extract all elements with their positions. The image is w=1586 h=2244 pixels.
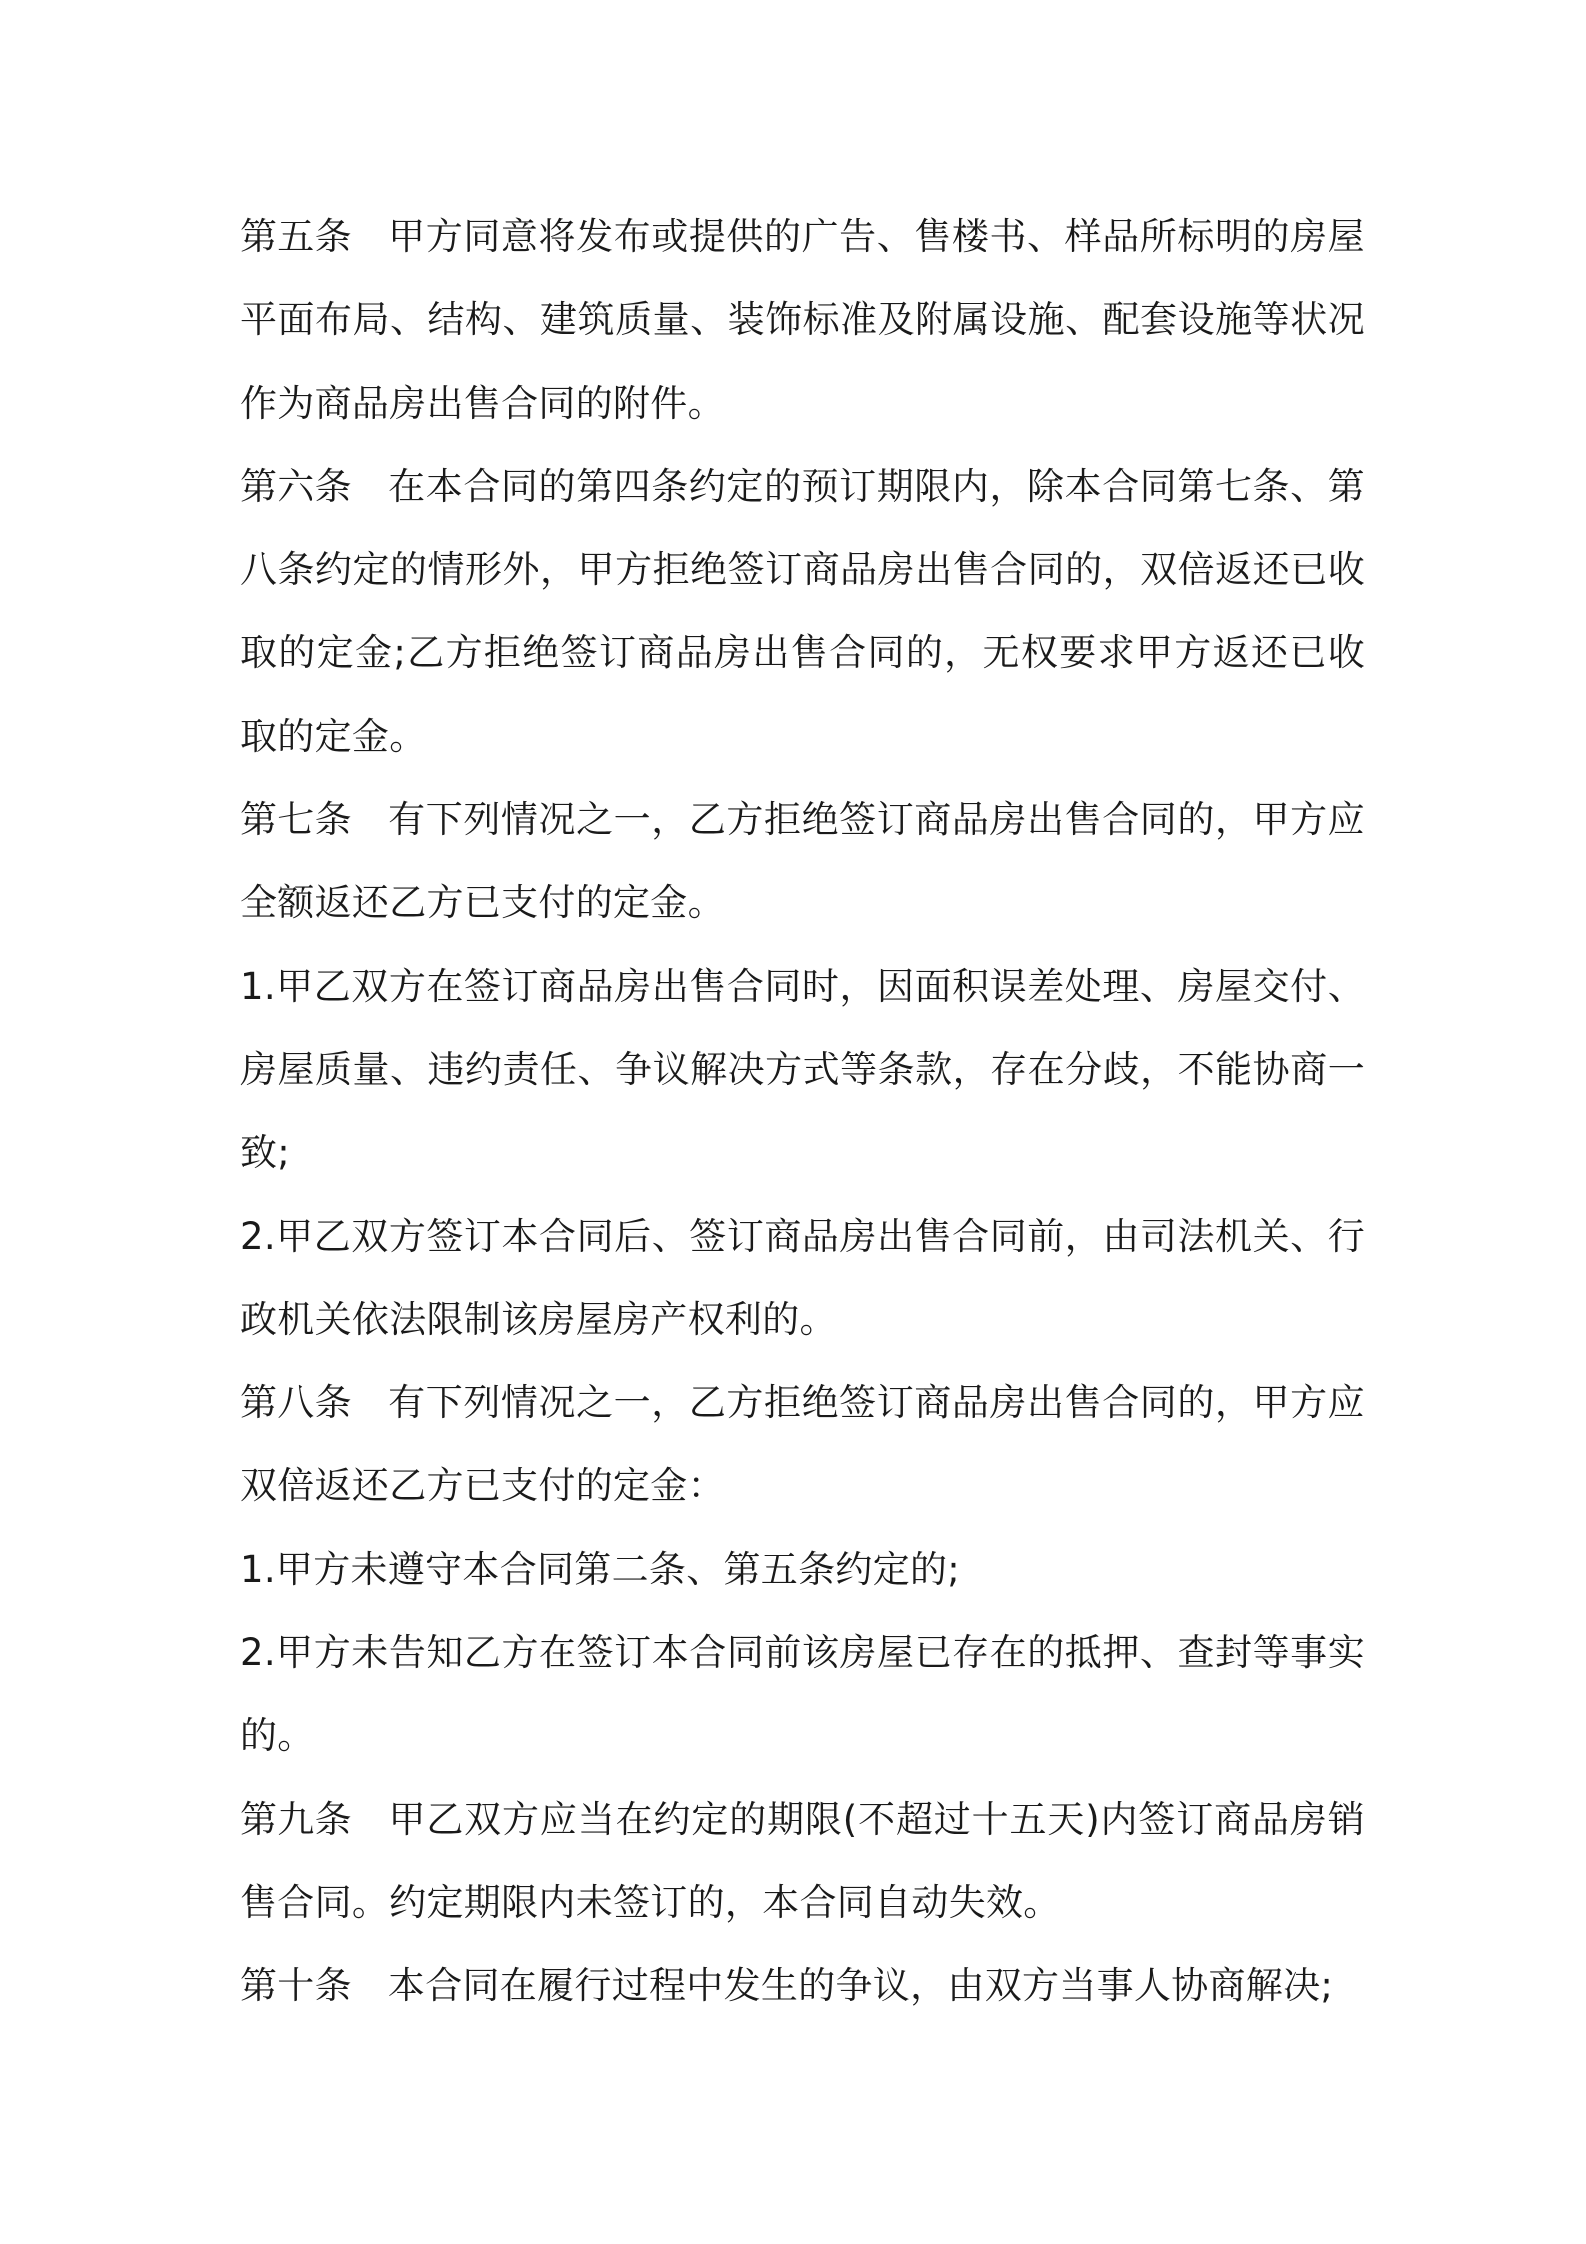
clause-7-item-2: [240, 1195, 1365, 1362]
clause-text: 有下列情况之一，乙方拒绝签订商品房出售合同的，甲方应全额返还乙方已支付的定金。: [240, 798, 1365, 925]
clause-number: 第五条: [240, 215, 352, 258]
clause-text: 本合同在履行过程中发生的争议，由双方当事人协商解决;: [387, 1964, 1334, 2008]
clause-number: 第十条: [240, 1964, 352, 2008]
clause-text: 在本合同的第四条约定的预订期限内，除本合同第七条、第八条约定的情形外，甲方拒绝签订商品房出售合同的，双倍返还已收取的定金;乙方拒绝签订商品房出售合同的，无权要求甲方返还已收取的定金。: [240, 464, 1365, 758]
clause-8: [240, 1361, 1365, 1528]
clause-text: 1.甲方未遵守本合同第二条、第五条约定的;: [240, 1547, 961, 1591]
clause-number: 第八条: [240, 1381, 352, 1425]
clause-number: 第六条: [240, 464, 352, 508]
contract-body: [240, 195, 1365, 2028]
clause-text: 2.甲乙双方签订本合同后、签订商品房出售合同前，由司法机关、行政机关依法限制该房屋房产权利的。: [240, 1214, 1365, 1341]
clause-text: 1.甲乙双方在签订商品房出售合同时，因面积误差处理、房屋交付、房屋质量、违约责任、争议解决方式等条款，存在分歧，不能协商一致;: [240, 964, 1365, 1175]
clause-5: [240, 195, 1365, 445]
clause-text: 2.甲方未告知乙方在签订本合同前该房屋已存在的抵押、查封等事实的。: [240, 1631, 1365, 1758]
clause-7-item-1: [240, 945, 1365, 1195]
clause-8-item-2: [240, 1611, 1365, 1778]
clause-number: 第七条: [240, 798, 352, 842]
clause-7: [240, 778, 1365, 945]
clause-8-item-1: [240, 1528, 1365, 1611]
clause-text: 甲方同意将发布或提供的广告、售楼书、样品所标明的房屋平面布局、结构、建筑质量、装饰标准及附属设施、配套设施等状况作为商品房出售合同的附件。: [240, 215, 1365, 425]
clause-text: 有下列情况之一，乙方拒绝签订商品房出售合同的，甲方应双倍返还乙方已支付的定金：: [240, 1381, 1365, 1508]
clause-10: [240, 1944, 1365, 2027]
clause-6: [240, 445, 1365, 778]
clause-9: [240, 1778, 1365, 1945]
clause-number: 第九条: [240, 1797, 352, 1841]
clause-text: 甲乙双方应当在约定的期限(不超过十五天)内签订商品房销售合同。约定期限内未签订的，本合同自动失效。: [240, 1797, 1365, 1924]
